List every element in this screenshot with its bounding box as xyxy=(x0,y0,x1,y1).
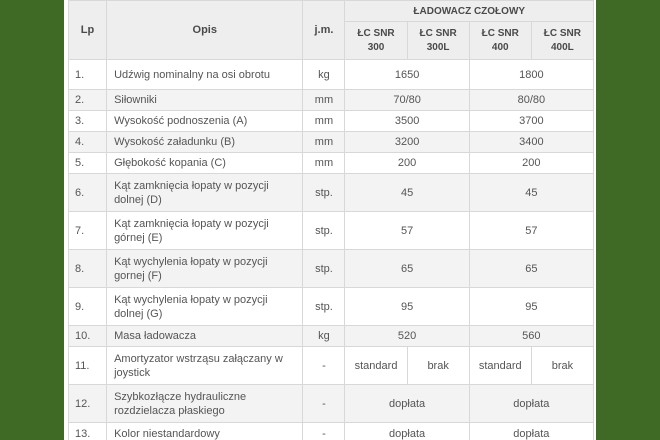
row-number: 11. xyxy=(69,347,107,385)
row-unit: - xyxy=(303,385,345,423)
row-description: Kąt wychylenia łopaty w pozycji gornej (F) xyxy=(107,250,303,288)
row-unit: kg xyxy=(303,60,345,90)
row-description: Siłowniki xyxy=(107,90,303,111)
value-400: dopłata xyxy=(469,385,593,423)
value-400: 95 xyxy=(469,288,593,326)
value-400: 3400 xyxy=(469,132,593,153)
row-description: Kolor niestandardowy xyxy=(107,423,303,440)
header-model: ŁC SNR 400L xyxy=(531,22,593,60)
row-description: Szybkozłącze hydrauliczne rozdzielacza płaskiego xyxy=(107,385,303,423)
table-row xyxy=(69,90,594,111)
row-number: 3. xyxy=(69,111,107,132)
value-400: 80/80 xyxy=(469,90,593,111)
header-group: ŁADOWACZ CZOŁOWY xyxy=(345,1,594,22)
row-number: 2. xyxy=(69,90,107,111)
row-unit: stp. xyxy=(303,250,345,288)
value-400: 57 xyxy=(469,212,593,250)
value-300: 70/80 xyxy=(345,90,469,111)
value-300: dopłata xyxy=(345,423,469,440)
row-description: Amortyzator wstrząsu załączany w joystick xyxy=(107,347,303,385)
header-jm: j.m. xyxy=(303,1,345,60)
row-description: Wysokość podnoszenia (A) xyxy=(107,111,303,132)
table-row xyxy=(69,288,594,326)
table-row xyxy=(69,212,594,250)
value-400: 3700 xyxy=(469,111,593,132)
row-unit: stp. xyxy=(303,174,345,212)
value-300: 200 xyxy=(345,153,469,174)
row-description: Kąt zamknięcia łopaty w pozycji dolnej (D) xyxy=(107,174,303,212)
page-frame xyxy=(64,0,596,440)
row-number: 1. xyxy=(69,60,107,90)
row-number: 13. xyxy=(69,423,107,440)
row-description: Masa ładowacza xyxy=(107,326,303,347)
row-unit: mm xyxy=(303,153,345,174)
table-row xyxy=(69,326,594,347)
spec-table xyxy=(68,0,594,440)
row-number: 7. xyxy=(69,212,107,250)
table-row xyxy=(69,174,594,212)
value-400: 45 xyxy=(469,174,593,212)
row-unit: kg xyxy=(303,326,345,347)
row-description: Kąt zamknięcia łopaty w pozycji górnej (E) xyxy=(107,212,303,250)
table-row xyxy=(69,153,594,174)
table-row xyxy=(69,132,594,153)
table-row xyxy=(69,347,594,385)
table-row xyxy=(69,60,594,90)
value-300: 520 xyxy=(345,326,469,347)
row-number: 8. xyxy=(69,250,107,288)
row-description: Wysokość załadunku (B) xyxy=(107,132,303,153)
value-300: 45 xyxy=(345,174,469,212)
value-400: dopłata xyxy=(469,423,593,440)
value-400l: brak xyxy=(531,347,593,385)
value-300l: brak xyxy=(407,347,469,385)
row-unit: mm xyxy=(303,111,345,132)
value-300: 95 xyxy=(345,288,469,326)
header-model: ŁC SNR 400 xyxy=(469,22,531,60)
row-number: 4. xyxy=(69,132,107,153)
row-number: 6. xyxy=(69,174,107,212)
value-300: 65 xyxy=(345,250,469,288)
value-300: 1650 xyxy=(345,60,469,90)
value-400: standard xyxy=(469,347,531,385)
value-400: 1800 xyxy=(469,60,593,90)
value-300: standard xyxy=(345,347,407,385)
row-number: 5. xyxy=(69,153,107,174)
value-300: 3200 xyxy=(345,132,469,153)
row-number: 9. xyxy=(69,288,107,326)
table-row xyxy=(69,423,594,440)
value-300: 3500 xyxy=(345,111,469,132)
value-400: 200 xyxy=(469,153,593,174)
value-300: dopłata xyxy=(345,385,469,423)
table-row xyxy=(69,111,594,132)
row-description: Głębokość kopania (C) xyxy=(107,153,303,174)
row-unit: - xyxy=(303,423,345,440)
row-unit: stp. xyxy=(303,212,345,250)
row-description: Kąt wychylenia łopaty w pozycji dolnej (G) xyxy=(107,288,303,326)
table-row xyxy=(69,250,594,288)
row-unit: stp. xyxy=(303,288,345,326)
value-300: 57 xyxy=(345,212,469,250)
header-opis: Opis xyxy=(107,1,303,60)
row-unit: mm xyxy=(303,132,345,153)
header-lp: Lp xyxy=(69,1,107,60)
header-model: ŁC SNR 300L xyxy=(407,22,469,60)
header-model: ŁC SNR 300 xyxy=(345,22,407,60)
table-row xyxy=(69,385,594,423)
row-unit: mm xyxy=(303,90,345,111)
row-description: Udźwig nominalny na osi obrotu xyxy=(107,60,303,90)
row-unit: - xyxy=(303,347,345,385)
row-number: 10. xyxy=(69,326,107,347)
row-number: 12. xyxy=(69,385,107,423)
value-400: 560 xyxy=(469,326,593,347)
value-400: 65 xyxy=(469,250,593,288)
